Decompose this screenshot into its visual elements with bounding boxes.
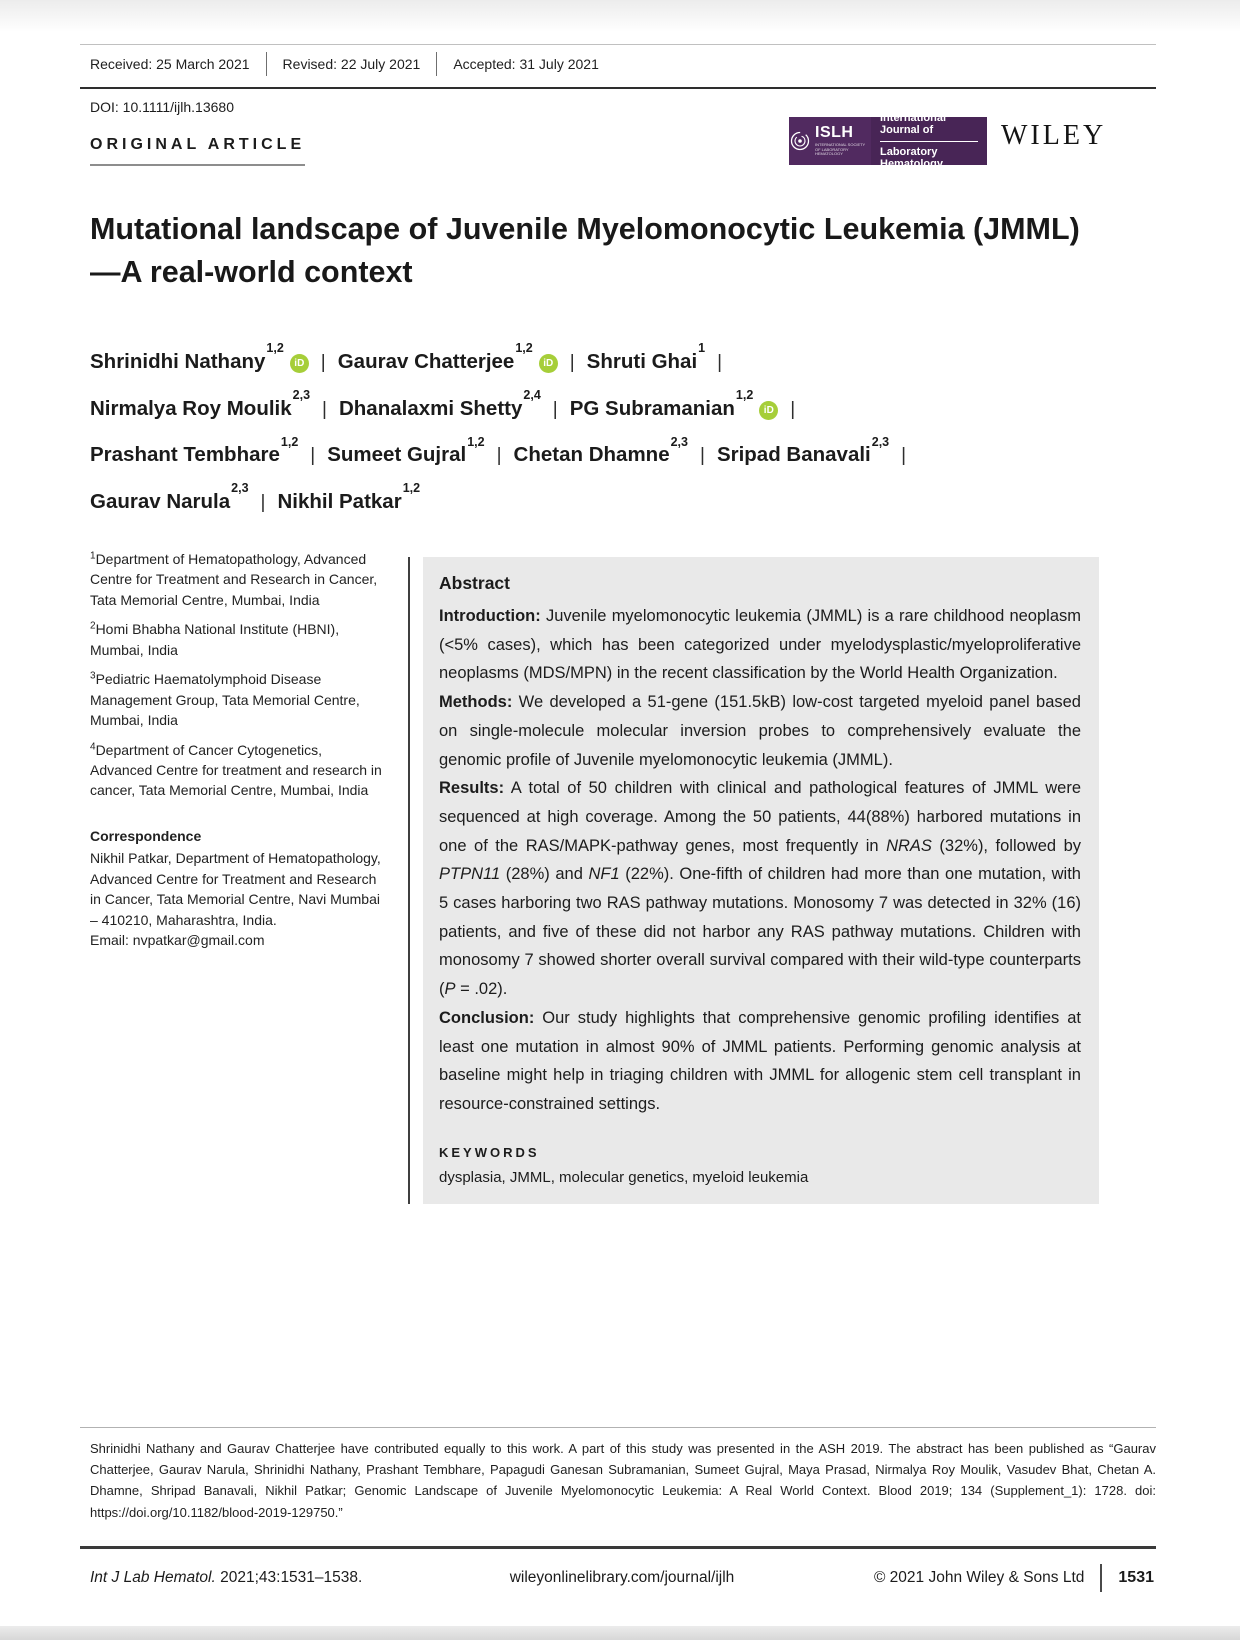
date-item: Revised: 22 July 2021 bbox=[267, 52, 438, 76]
date-item: Received: 25 March 2021 bbox=[90, 52, 267, 76]
abstract-paragraph: Introduction: Juvenile myelomonocytic leukemia (JMML) is a rare childhood neoplasm (<5% cases), which has been categorized under myelodysplastic/myeloproliferative neoplasms (MDS/MPN) in the recent classification by the World Health Organization. bbox=[439, 607, 1081, 683]
author-name: Shrinidhi Nathany$^{1,2}$iD bbox=[90, 350, 309, 373]
orcid-icon[interactable]: iD bbox=[759, 401, 778, 420]
author-name: Sumeet Gujral$^{1,2}$ bbox=[327, 434, 485, 467]
page-top-edge bbox=[0, 0, 1240, 38]
correspondence-heading: Correspondence bbox=[90, 827, 202, 844]
author-name: Sripad Banavali$^{2,3}$ bbox=[716, 434, 890, 467]
abstract-sections bbox=[439, 602, 1081, 1119]
author-separator: | bbox=[717, 351, 723, 373]
islh-logo bbox=[789, 117, 871, 165]
footer-copyright: © 2021 John Wiley & Sons Ltd bbox=[873, 1569, 1085, 1586]
islh-society-name: INTERNATIONAL SOCIETY OF LABORATORY HEMATOLOGY bbox=[815, 141, 866, 157]
author-affiliation-superscript: 2,3 bbox=[670, 434, 688, 449]
journal-name bbox=[871, 112, 987, 170]
correspondence-body: Nikhil Patkar, Department of Hematopathology, Advanced Centre for Treatment and Research in Cancer, Tata Memorial Centre, Navi Mumbai – 410210, Maharashtra, India. bbox=[90, 850, 381, 928]
footer-journal-abbrev: Int J Lab Hematol. bbox=[90, 1569, 216, 1586]
orcid-icon[interactable]: iD bbox=[539, 354, 558, 373]
left-column bbox=[90, 549, 384, 950]
author-affiliation-superscript: 1,2 bbox=[266, 341, 284, 355]
affiliation-item: $^4$Department of Cancer Cytogenetics, Advanced Centre for treatment and research in cancer, Tata Memorial Centre, Mumbai, India bbox=[90, 740, 382, 799]
page-number: 1531 bbox=[1118, 1569, 1154, 1586]
author-name: Chetan Dhamne$^{2,3}$ bbox=[513, 434, 688, 467]
author-affiliation-superscript: 1,2 bbox=[467, 434, 485, 449]
author-affiliation-superscript: 2,3 bbox=[871, 434, 890, 449]
author-separator: | bbox=[260, 492, 266, 514]
doi-text: DOI: 10.1111/ijlh.13680 bbox=[90, 99, 234, 115]
islh-acronym: ISLH bbox=[815, 123, 854, 141]
abstract-paragraph: Results: A total of 50 children with clinical and pathological features of JMML were sequenced at high coverage. Among the 50 patients, 44(88%) harbored mutations in one of the RAS/MAPK-pathway genes, most frequently in NRAS (32%), followed by PTPN11 (28%) and NF1 (22%). One-fifth of children had more than one mutation, with 5 cases harboring two RAS pathway mutations. Monosomy 7 was detected in 32% (16) patients, and five of these did not harbor any RAS pathway mutations. Children with monosomy 7 showed shorter overall survival compared with their wild-type counterparts (P = .02). bbox=[439, 779, 1081, 999]
affiliation-item: $^1$Department of Hematopathology, Advanced Centre for Treatment and Research in Cancer, Tata Memorial Centre, Mumbai, India bbox=[90, 550, 378, 608]
author-separator: | bbox=[310, 445, 316, 467]
islh-wordmark bbox=[815, 125, 871, 157]
author-name: Gaurav Chatterjee$^{1,2}$iD bbox=[338, 350, 558, 373]
keywords-heading: KEYWORDS bbox=[439, 1144, 540, 1160]
author-name: Nirmalya Roy Moulik$^{2,3}$ bbox=[90, 387, 311, 420]
islh-journal-badge bbox=[789, 112, 987, 170]
journal-name-line1: International Journal of bbox=[880, 112, 978, 141]
affiliations bbox=[90, 549, 384, 801]
abstract-paragraph: Conclusion: Our study highlights that comprehensive genomic profiling identifies at least one mutation in almost 90% of JMML patients. Performing genomic analysis at baseline might help in triaging children with JMML for allogenic stem cell transplant in resource-constrained settings. bbox=[439, 1008, 1081, 1113]
islh-fingerprint-icon bbox=[789, 130, 811, 152]
author-affiliation-superscript: 2,3 bbox=[292, 387, 311, 402]
abstract-section bbox=[408, 557, 1099, 1204]
author-name: Prashant Tembhare$^{1,2}$ bbox=[90, 434, 299, 467]
header-rule bbox=[80, 87, 1156, 89]
author-name: Dhanalaxmi Shetty$^{2,4}$ bbox=[338, 387, 541, 420]
author-name: Shruti Ghai$^1$ bbox=[586, 341, 706, 373]
authors bbox=[90, 336, 1150, 523]
affiliation-item: $^2$Homi Bhabha National Institute (HBNI), Mumbai, India bbox=[90, 620, 340, 658]
author-separator: | bbox=[569, 351, 575, 373]
footer-citation-rest: 2021;43:1531–1538. bbox=[215, 1569, 363, 1586]
author-name: Nikhil Patkar$^{1,2}$ bbox=[277, 481, 421, 514]
author-separator: | bbox=[552, 398, 558, 420]
orcid-icon[interactable]: iD bbox=[290, 354, 309, 373]
journal-name-line2: Laboratory Hematology bbox=[880, 145, 943, 170]
wiley-logo: WILEY bbox=[1001, 120, 1107, 151]
author-affiliation-superscript: 1 bbox=[698, 341, 706, 355]
abstract-heading: Abstract bbox=[439, 573, 510, 593]
keywords-list: dysplasia, JMML, molecular genetics, myeloid leukemia bbox=[439, 1168, 809, 1186]
affiliation-item: $^3$Pediatric Haematolymphoid Disease Management Group, Tata Memorial Centre, Mumbai, India bbox=[90, 670, 360, 729]
author-affiliation-superscript: 1,2 bbox=[515, 341, 533, 355]
page-bottom-edge bbox=[0, 1626, 1240, 1640]
article-type-label: ORIGINAL ARTICLE bbox=[90, 136, 305, 166]
author-separator: | bbox=[790, 398, 796, 420]
author-separator: | bbox=[901, 445, 907, 467]
author-name: Gaurav Narula$^{2,3}$ bbox=[90, 481, 249, 514]
dates-row bbox=[90, 52, 615, 76]
article-title: Mutational landscape of Juvenile Myelomonocytic Leukemia (JMML)—A real-world context bbox=[90, 212, 1080, 289]
author-name: PG Subramanian$^{1,2}$iD bbox=[570, 397, 779, 420]
author-separator: | bbox=[700, 445, 705, 467]
contribution-footnote: Shrinidhi Nathany and Gaurav Chatterjee have contributed equally to this work. A part of this study was presented in the ASH 2019. The abstract has been published as “Gaurav Chatterjee, Gaurav Narula, Shrinidhi Nathany, Prashant Tembhare, Papagudi Ganesan Subramanian, Sumeet Gujral, Maya Prasad, Nirmalya Roy Moulik, Vasudev Bhat, Chetan A. Dhamne, Shripad Banavali, Nikhil Patkar; Genomic Landscape of Juvenile Myelomonocytic Leukemia: A Real World Context. Blood 2019; 134 (Supplement_1): 1728. doi: https://doi.org/10.1182/blood-2019-129750.” bbox=[90, 1441, 1156, 1520]
date-item: Accepted: 31 July 2021 bbox=[453, 56, 599, 72]
top-hairline bbox=[80, 44, 1156, 45]
footer-citation bbox=[90, 1569, 362, 1587]
page-footer bbox=[90, 1564, 1154, 1592]
author-affiliation-superscript: 1,2 bbox=[735, 387, 754, 402]
footer-rule bbox=[80, 1546, 1156, 1549]
author-affiliation-superscript: 2,3 bbox=[231, 481, 249, 496]
footer-journal-url[interactable]: wileyonlinelibrary.com/journal/ijlh bbox=[509, 1569, 735, 1586]
footnote-rule bbox=[80, 1427, 1156, 1428]
author-separator: | bbox=[322, 398, 327, 420]
correspondence-email[interactable]: Email: nvpatkar@gmail.com bbox=[90, 932, 265, 948]
author-separator: | bbox=[496, 445, 502, 467]
footer-divider bbox=[1100, 1564, 1102, 1592]
abstract-paragraph: Methods: We developed a 51-gene (151.5kB) low-cost targeted myeloid panel based on single-molecule molecular inversion probes to comprehensively evaluate the genomic profile of Juvenile myelomonocytic leukemia (JMML). bbox=[439, 693, 1081, 769]
author-separator: | bbox=[320, 351, 326, 373]
author-affiliation-superscript: 1,2 bbox=[402, 481, 421, 496]
author-affiliation-superscript: 1,2 bbox=[280, 434, 299, 449]
abstract-box bbox=[423, 557, 1099, 1204]
author-affiliation-superscript: 2,4 bbox=[523, 387, 541, 402]
footer-right bbox=[874, 1564, 1154, 1592]
